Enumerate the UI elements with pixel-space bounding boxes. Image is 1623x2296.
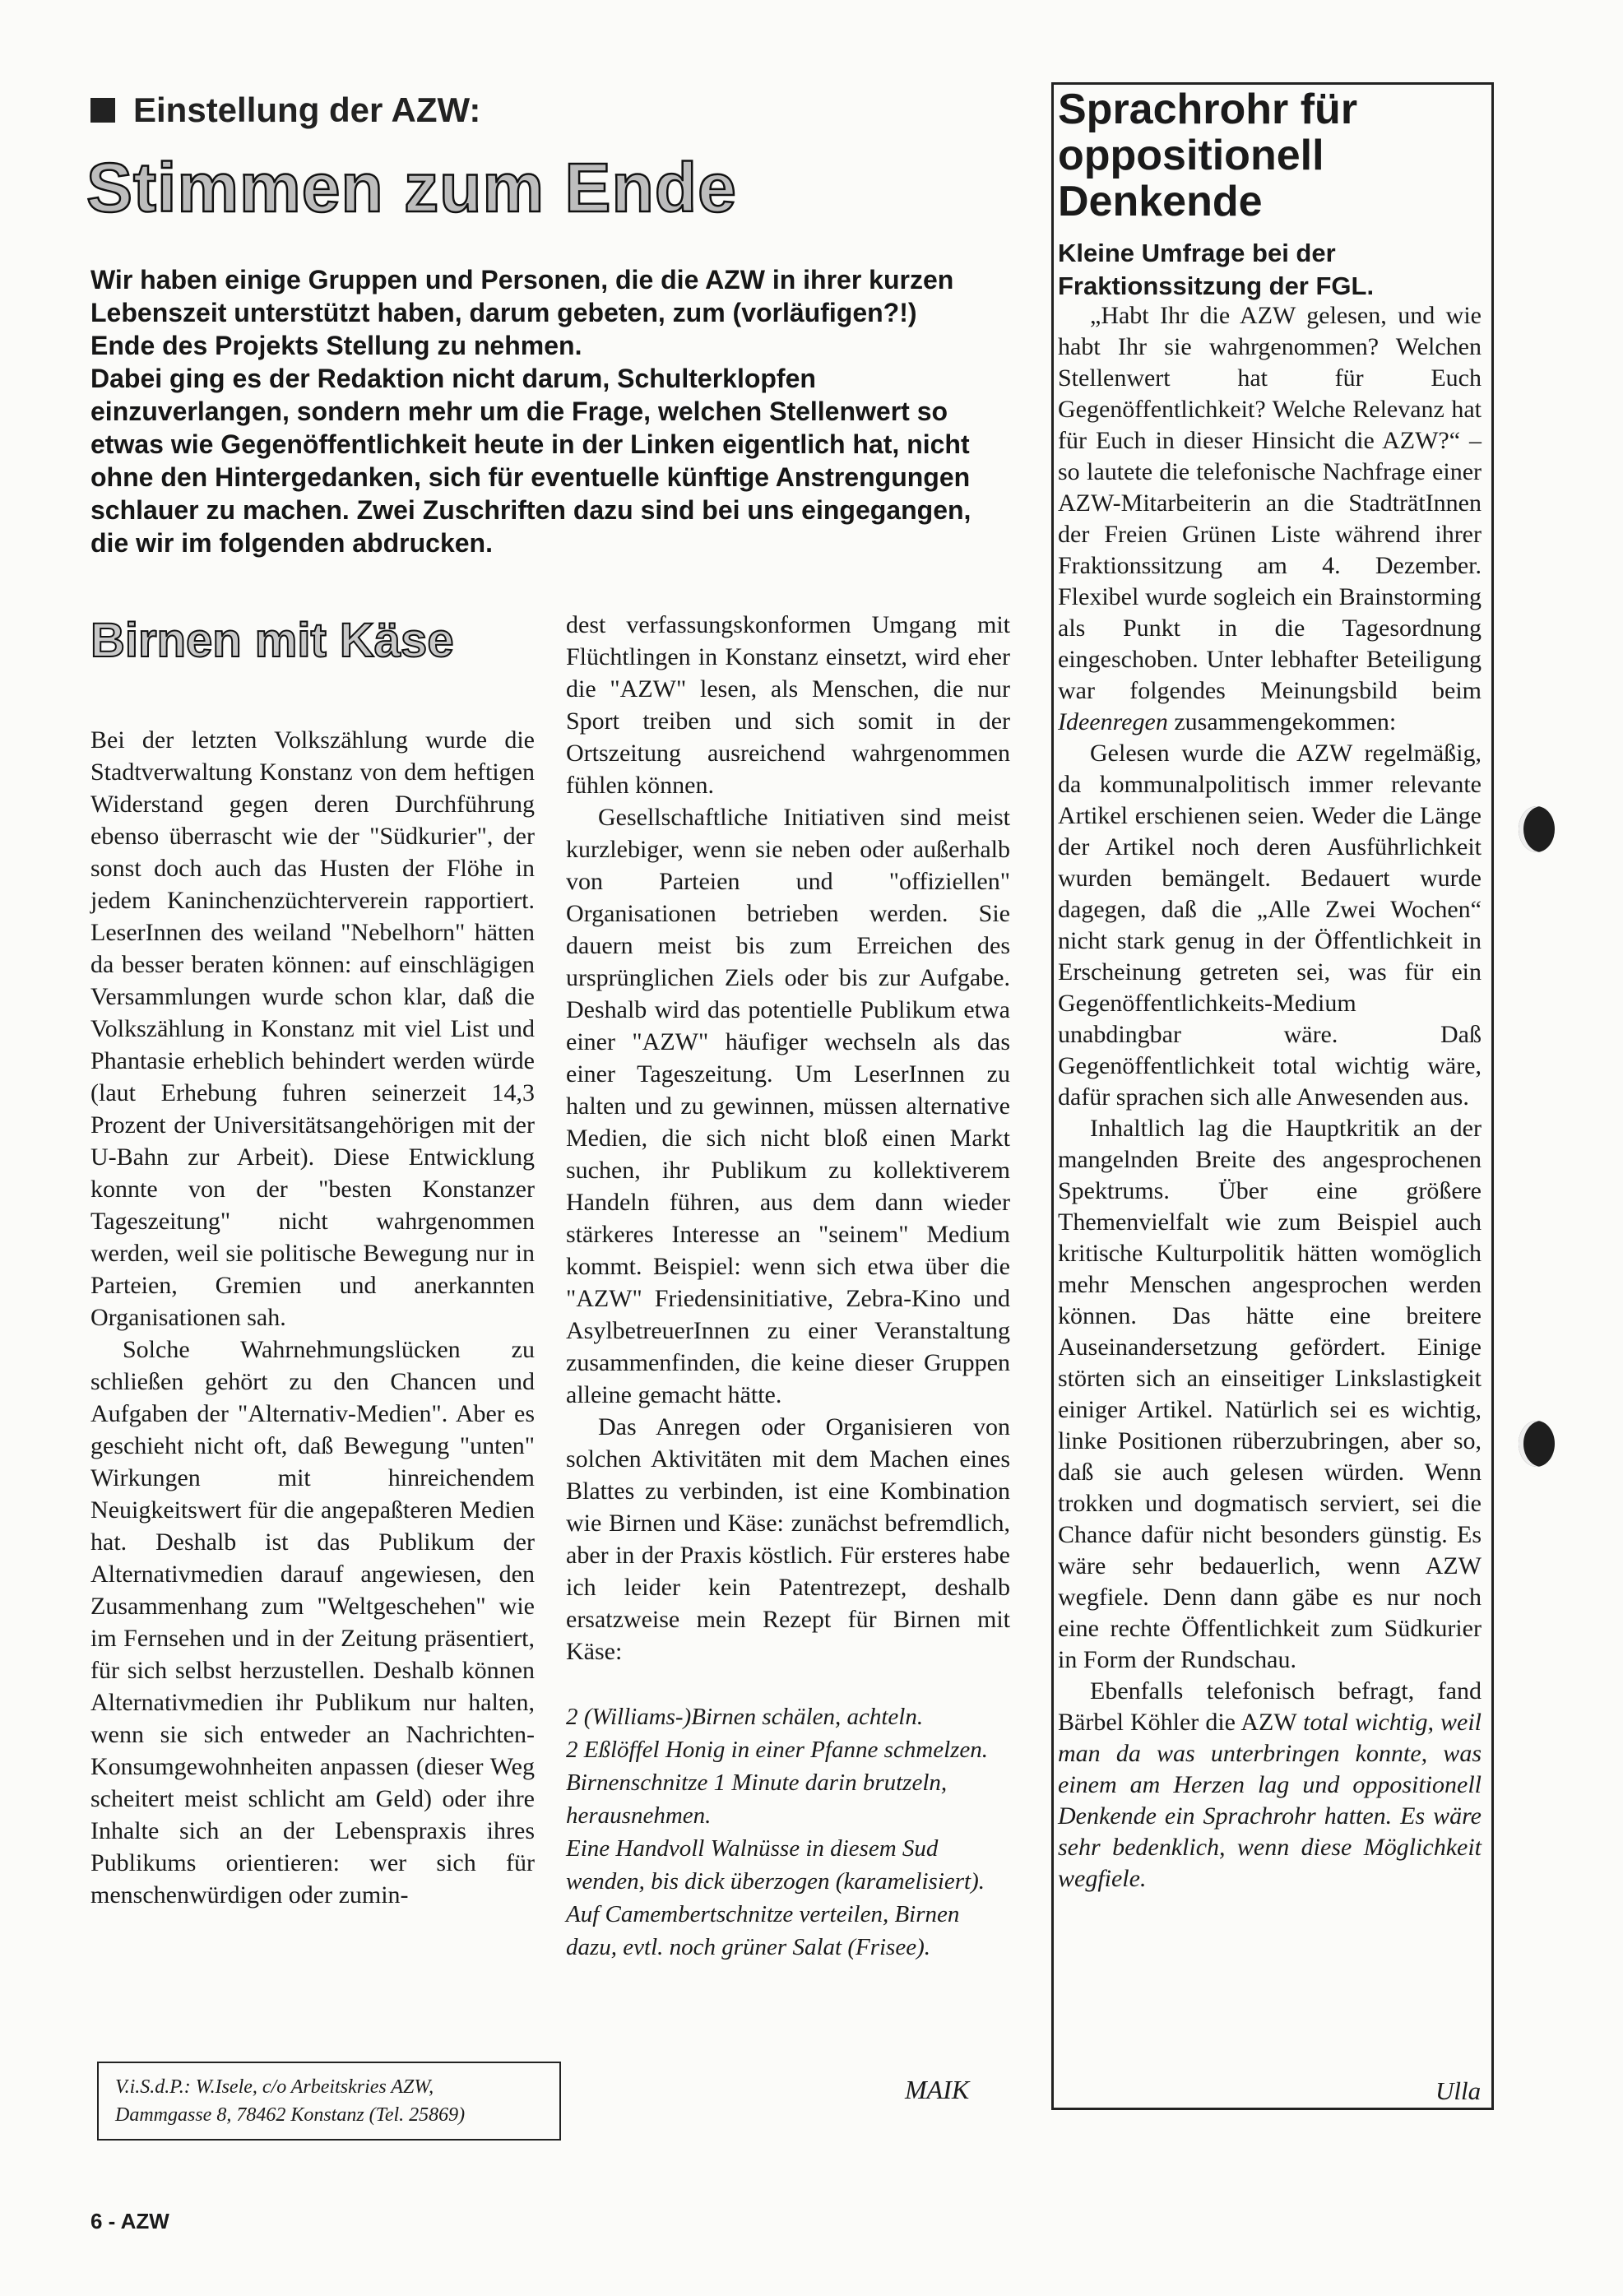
article-paragraph: dest verfassungskonformen Umgang mit Flüchtlingen in Konstanz einsetzt, wird eher die "AZW" lesen, als Menschen, die nur Sport treiben und sich somit in der Ortszeitung ausreichend wahrgenommen fühlen können.: [566, 611, 1010, 799]
kicker-text: Einstellung der AZW:: [133, 90, 481, 129]
sidebar-author: Ulla: [1435, 2076, 1482, 2105]
intro-text: [90, 263, 987, 559]
punch-hole: [1519, 806, 1555, 852]
intro-paragraph: Wir haben einige Gruppen und Personen, die die AZW in ihrer kurzen Lebenszeit unterstützt haben, darum gebeten, zum (vorläufigen?!) Ende des Projekts Stellung zu nehmen.: [90, 265, 954, 360]
bullet-square-icon: [90, 98, 115, 123]
sidebar-paragraph: Gelesen wurde die AZW regelmäßig, da kommunalpolitisch immer relevante Artikel erschienen seien. Weder die Länge der Artikel noch deren Ausführlichkeit wurden bemängelt. Bedauert wurde dagegen, daß die „Alle Zwei Wochen“ nicht stark genug in der Öffentlichkeit in Erscheinung getreten sei, was für ein Gegenöffentlichkeits-Medium unabdingbar wäre. Daß Gegenöffentlichkeit total wichtig wäre, dafür sprachen sich alle Anwesenden aus.: [1058, 740, 1482, 1111]
recipe: [566, 1700, 1010, 1964]
sidebar-text-run: zusammengekommen:: [1167, 708, 1397, 735]
recipe-step: 2 Eßlöffel Honig in einer Pfanne schmelzen. Birnenschnitze 1 Minute darin brutzeln, herausnehmen.: [566, 1737, 989, 1829]
recipe-step: 2 (Williams-)Birnen schälen, achteln.: [566, 1704, 924, 1730]
imprint-line: Dammgasse 8, 78462 Konstanz (Tel. 25869): [115, 2104, 466, 2126]
article-title: Birnen mit Käse: [90, 614, 454, 667]
punch-hole: [1519, 1421, 1555, 1467]
sidebar-paragraph: Inhaltlich lag die Hauptkritik an der mangelnden Breite des angesprochenen Spektrums. Über eine größere Themenvielfalt wie zum Beispiel auch kritische Kulturpolitik hätten womöglich mehr Menschen angesprochen werden können. Das hätte eine breitere Auseinandersetzung gefördert. Einige störten sich an einseitiger Linkslastigkeit einiger Artikel. Natürlich sei es wichtig, linke Positionen rüberzubringen, aber so, daß sie auch gelesen würden. Wenn trokken und dogmatisch serviert, sei die Chance dafür nicht besonders günstig. Es wäre sehr bedauerlich, wenn AZW wegfiele. Denn dann gäbe es nur noch eine rechte Öffentlichkeit zum Südkurier in Form der Rundschau.: [1058, 1115, 1482, 1673]
sidebar-text-run: „Habt Ihr die AZW gelesen, und wie habt Ihr sie wahrgenommen? Welchen Stellenwert hat für Euch Gegenöffentlichkeit? Welche Relevanz hat für Euch in dieser Hinsicht die AZW?“ – so lautete die telefonische Nachfrage einer AZW-Mitarbeiterin an die StadträtInnen der Freien Grünen Liste während ihrer Fraktionssitzung am 4. Dezember. Flexibel wurde sogleich ein Brainstorming als Punkt in die Tagesordnung eingeschoben. Unter lebhafter Beteiligung war folgendes Meinungsbild beim: [1058, 302, 1482, 704]
article-paragraph: Gesellschaftliche Initiativen sind meist kurzlebiger, wenn sie neben oder außerhalb von Parteien und "offiziellen" Organisationen betrieben werden. Sie dauern meist bis zum Erreichen des ursprünglichen Ziels oder bis zur Aufgabe. Deshalb wird das potentielle Publikum etwa einer "AZW" häufiger wechseln als das einer Tageszeitung. Um LeserInnen zu halten und zu gewinnen, müssen alternative Medien, die sich nicht bloß einen Markt suchen, ihr Publikum zu kollektiverem Handeln führen, aus dem dann wieder stärkeres Interesse an "seinem" Medium kommt. Beispiel: wenn sich etwa über die "AZW" Friedensinitiative, Zebra-Kino und AsylbetreuerInnen zu einer Veranstaltung zusammenfinden, die keine dieser Gruppen alleine gemacht hätte.: [566, 804, 1010, 1408]
article-author: MAIK: [905, 2075, 970, 2104]
article-paragraph: Bei der letzten Volkszählung wurde die Stadtverwaltung Konstanz von dem heftigen Widerstand gegen deren Durchführung ebenso überrascht wie der "Südkurier", der sonst doch auch das Husten der Flöhe in jedem Kaninchenzüchterverein rapportiert. LeserInnen des weiland "Nebelhorn" hätten da besser beraten können: auf einschlägigen Versammlungen wurde schon klar, daß die Volkszählung in Konstanz mit viel List und Phantasie erheblich behindert werden würde (laut Erhebung fuhren seinerzeit 14,3 Prozent der Universitätsangehörigen mit der U-Bahn zur Arbeit). Diese Entwicklung konnte von der "besten Konstanzer Tageszeitung" nicht wahrgenommen werden, weil sie politische Bewegung nur in Parteien, Gremien und anerkannten Organisationen sah.: [90, 726, 535, 1331]
sidebar-title: Sprachrohr für oppositionell Denkende: [1058, 86, 1358, 225]
kicker: [90, 90, 480, 130]
sidebar-italic-run: total wichtig, weil man da was unterbringen konnte, was einem am Herzen lag und oppositionell Denkende ein Sprachrohr hatten. Es wäre sehr bedenklich, wenn diese Möglichkeit wegfiele.: [1058, 1709, 1482, 1892]
article-paragraph: Das Anregen oder Organisieren von solchen Aktivitäten mit dem Machen eines Blattes zu verbinden, ist eine Kombination wie Birnen und Käse: zunächst befremdlich, aber in der Praxis köstlich. Für ersteres habe ich leider kein Patentrezept, deshalb ersatzweise mein Rezept für Birnen mit Käse:: [566, 1413, 1010, 1665]
intro-paragraph: Dabei ging es der Redaktion nicht darum, Schulterklopfen einzuverlangen, sondern mehr um die Frage, welchen Stellenwert so etwas wie Gegenöffentlichkeit heute in der Linken eigentlich hat, nicht ohne den Hintergedanken, sich für eventuelle künftige Anstrengungen schlauer zu machen. Zwei Zuschriften dazu sind bei uns eingegangen, die wir im folgenden abdrucken.: [90, 364, 971, 558]
imprint-line: V.i.S.d.P.: W.Isele, c/o Arbeitskries AZW,: [115, 2076, 434, 2098]
sidebar-text-run: Ebenfalls telefonisch befragt, fand Bärbel Köhler die AZW: [1058, 1677, 1482, 1736]
article-column-1: [90, 724, 535, 1911]
sidebar-subtitle: Kleine Umfrage bei der Fraktionssitzung der FGL.: [1058, 239, 1375, 300]
article-column-2: [566, 609, 1010, 1964]
sidebar-paragraph: [1058, 300, 1482, 738]
sidebar-paragraph: [1058, 1676, 1482, 1895]
imprint-box: [97, 2062, 561, 2141]
page-footer: 6 - AZW: [90, 2209, 169, 2233]
sidebar-text: [1058, 300, 1482, 1895]
sidebar-italic-run: Ideenregen: [1058, 708, 1168, 735]
page-title: Stimmen zum Ende: [86, 149, 737, 226]
article-paragraph: Solche Wahrnehmungslücken zu schließen gehört zu den Chancen und Aufgaben der "Alternativ-Medien". Aber es geschieht nicht oft, daß Bewegung "unten" Wirkungen mit hinreichendem Neuigkeitswert für die angepaßteren Medien hat. Deshalb ist das Publikum der Alternativmedien darauf angewiesen, den Zusammenhang zum "Weltgeschehen" wie im Fernsehen und in der Zeitung präsentiert, für sich selbst herzustellen. Deshalb können Alternativmedien ihr Publikum nur halten, wenn sie sich entweder an Nachrichten-Konsumgewohnheiten anpassen (dieser Weg scheitert meist schlicht am Geld) oder ihre Inhalte sich an der Lebenspraxis ihres Publikums orientieren: wer sich für menschenwürdigen oder zumin-: [90, 1336, 535, 1909]
recipe-step: Auf Camembertschnitze verteilen, Birnen dazu, evtl. noch grüner Salat (Frisee).: [566, 1901, 960, 1960]
recipe-step: Eine Handvoll Walnüsse in diesem Sud wenden, bis dick überzogen (karamelisiert).: [566, 1835, 985, 1895]
